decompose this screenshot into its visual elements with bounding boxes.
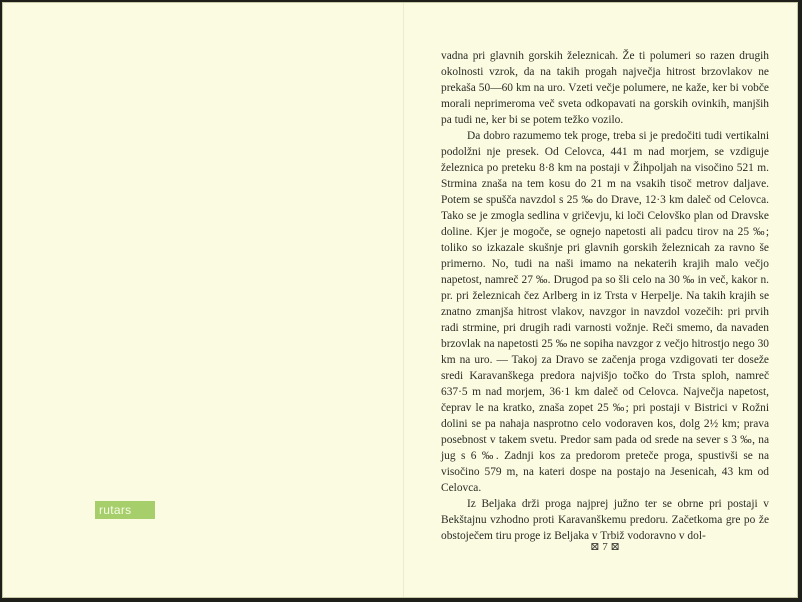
folio-ornament-right-icon: ⊠ <box>610 541 620 553</box>
folio-ornament-left-icon: ⊠ <box>590 541 600 553</box>
paragraph-continuation: vadna pri glavnih gorskih železnicah. Že ti polumeri so razen drugih okolnosti vzrok, da na takih progah največja hitrost brzovlakov ne prekaša 50—60 km na uro. Vzeti večje polumere, ne kaže, ker bi vobče morali neprimeroma več sveta odkopavati na gorskih ovinkih, manjših pa tudi ne, ker bi se potem težko vozilo. <box>441 50 769 126</box>
watermark-logo <box>95 501 155 519</box>
page-number <box>575 540 635 553</box>
book-spread <box>2 2 798 598</box>
page-fold <box>403 3 404 597</box>
paragraph-beljak: Iz Beljaka drži proga najprej južno ter se obrne pri postaji v Bekštajnu vzhodno proti Karavanškemu predoru. Začetkoma gre po že obstoječem tiru proge iz Beljaka v Trbiž vodoravno v dol- <box>441 498 769 542</box>
page-number-value: 7 <box>602 541 608 553</box>
watermark-text: rutars <box>99 503 132 517</box>
text-column <box>441 48 769 544</box>
paragraph-track-profile: Da dobro razumemo tek proge, treba si je predočiti tudi vertikalni podolžni nje presek. Od Celovca, 441 m nad morjem, se vzdiguje železnica po preteku 8·8 km na postaji v Žihpoljah na visočino 521 m. Strmina znaša na tem kosu do 21 m na vsakih tisoč metrov daljave. Potem se spušča navzdol s 25 ‰ do Drave, 12·3 km daleč od Celovca. Tako se je zmogla sedlina v gričevju, ki loči Celovško plan od Dravske doline. Kjer je mogoče, se ognejo napetosti ali padcu tirov na 25 ‰; toliko so izkazale skušnje pri glavnih gorskih železnicah za ravno še primerno. No, tudi na naši imamo na nekaterih krajih malo večjo napetost, namreč 27 ‰. Drugod pa so šli celo na 30 ‰ in več, kakor n. pr. pri železnicah čez Arlberg in iz Trsta v Herpelje. Na takih krajih se znatno zmanjša hitrost vlakov, navzgor in navzdol vozečih: pri prvih radi strmine, pri drugih radi varnosti vožnje. Reči smemo, da navaden brzovlak na napetosti 25 ‰ ne sopiha navzgor z večjo hitrostjo nego 30 km na uro. — Takoj za Dravo se začenja proga vzdigovati ter doseže sredi Karavanškega predora najvišjo točko do Trsta sploh, namreč 637·5 m nad morjem, 36·1 km daleč od Celovca. Največja napetost, čeprav le na kratko, znaša zopet 25 ‰; pri postaji v Bistrici v Rožni dolini se pa nahaja nasprotno celo vodoraven kos, dolg 2½ km; prava posebnost v takem svetu. Predor sam pada od srede na sever s 3 ‰, na jug s 6 ‰. Zadnji kos za predorom preteče proga, spustivši se na visočino 579 m, na kateri dospe na postajo na Jesenicah, 43 km od Celovca. <box>441 130 769 494</box>
